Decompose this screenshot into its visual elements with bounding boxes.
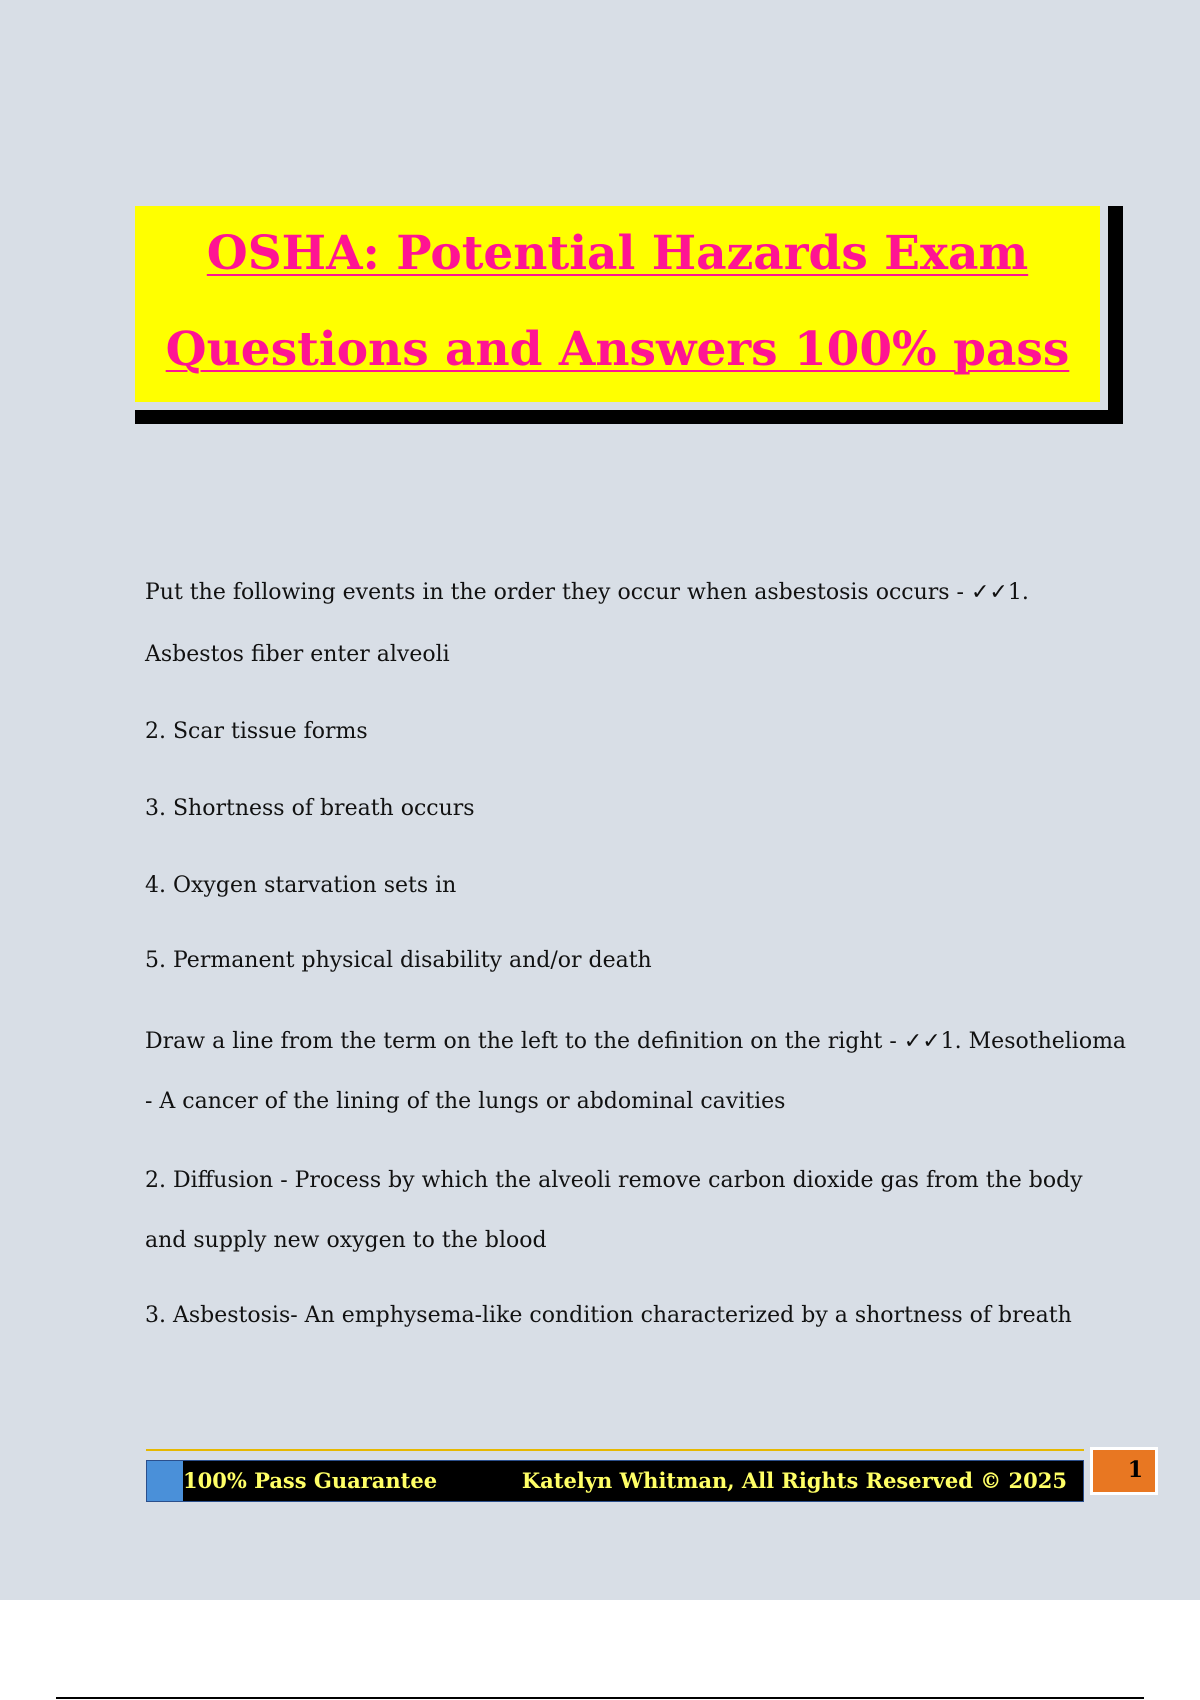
title-banner: [135, 206, 1108, 410]
page-number-badge: 1: [1090, 1447, 1158, 1495]
next-page-top-rule: [56, 1697, 1144, 1699]
footer-pass-guarantee: 100% Pass Guarantee: [183, 1468, 438, 1493]
footer-bar: [146, 1460, 1084, 1502]
paragraph-definition-2: 2. Diffusion - Process by which the alveoli remove carbon dioxide gas from the body: [145, 1168, 1083, 1193]
paragraph-question-1: Put the following events in the order they occur when asbestosis occurs - ✓✓1.: [145, 580, 1029, 605]
paragraph-question-2: Draw a line from the term on the left to the definition on the right - ✓✓1. Mesothelioma: [145, 1029, 1127, 1054]
paragraph-step-4: 4. Oxygen starvation sets in: [145, 873, 457, 898]
footer-divider: [146, 1449, 1084, 1451]
paragraph-definition-1: - A cancer of the lining of the lungs or abdominal cavities: [145, 1089, 786, 1114]
paragraph-definition-3: 3. Asbestosis- An emphysema-like condition characterized by a shortness of breath: [145, 1303, 1072, 1328]
paragraph-step-3: 3. Shortness of breath occurs: [145, 796, 475, 821]
paragraph-step-5: 5. Permanent physical disability and/or death: [145, 948, 652, 973]
title-line-1: OSHA: Potential Hazards Exam: [206, 226, 1029, 281]
paragraph-definition-2-cont: and supply new oxygen to the blood: [145, 1228, 547, 1253]
footer-copyright: Katelyn Whitman, All Rights Reserved © 2025: [521, 1468, 1067, 1493]
paragraph-step-2: 2. Scar tissue forms: [145, 719, 368, 744]
paragraph-answer-1-line: Asbestos fiber enter alveoli: [145, 642, 450, 667]
title-line-2: Questions and Answers 100% pass: [165, 322, 1070, 377]
footer-accent-block: [147, 1461, 183, 1501]
